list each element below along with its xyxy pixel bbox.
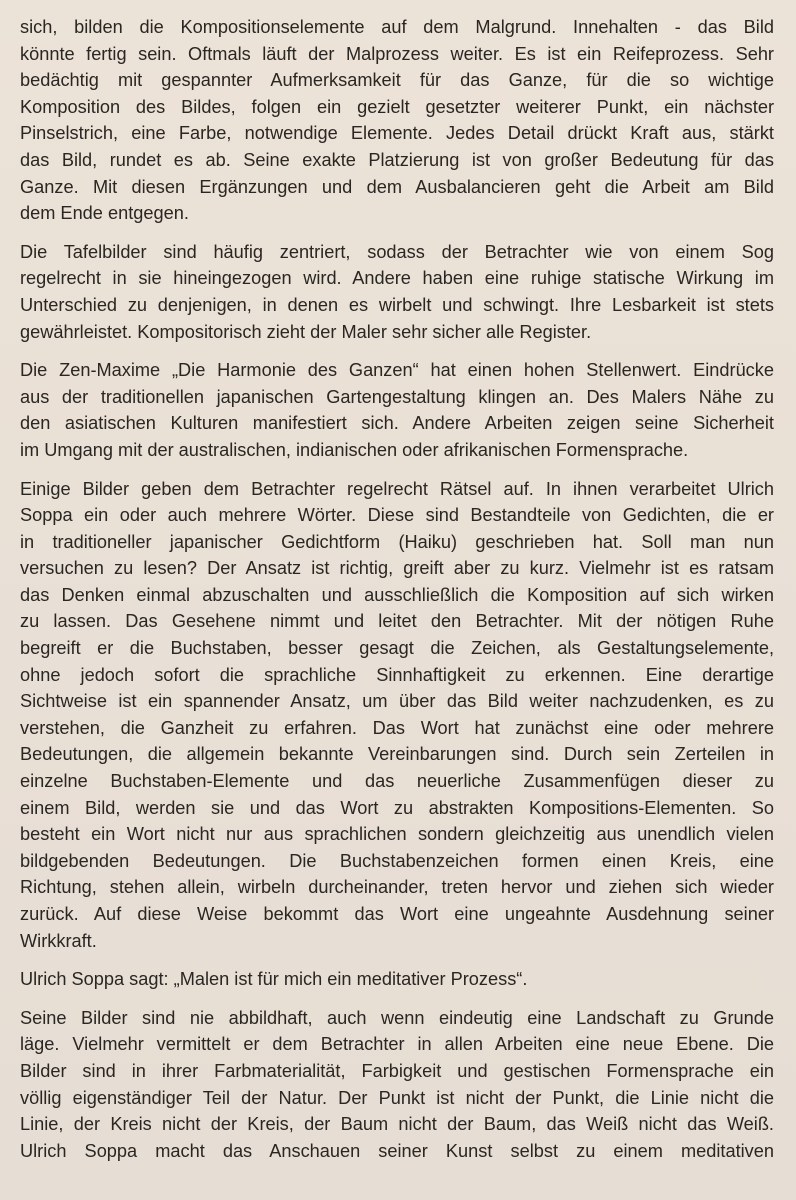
text-line: könnte fertig sein. Oftmals läuft der Malprozess weiter. Es ist ein Reifeprozess. Sehr: [20, 43, 774, 64]
text-line: Wirkkraft.: [20, 930, 97, 951]
text-line: verstehen, die Ganzheit zu erfahren. Das Wort hat zunächst eine oder mehrere: [20, 717, 774, 738]
text-line: Ulrich Soppa macht das Anschauen seiner Kunst selbst zu einem meditativen: [20, 1140, 774, 1161]
text-line: sich, bilden die Kompositionselemente auf dem Malgrund. Innehalten - das Bild: [20, 17, 774, 37]
text-line: den asiatischen Kulturen manifestiert sich. Andere Arbeiten zeigen seine Sicherheit: [20, 413, 774, 434]
text-line: Sichtweise ist ein spannender Ansatz, um über das Bild weiter nachzudenken, es zu: [20, 691, 774, 712]
text-line: aus der traditionellen japanischen Gartengestaltung klingen an. Des Malers Nähe zu: [20, 386, 774, 407]
text-line: Komposition des Bildes, folgen ein gezielt gesetzter weiterer Punkt, ein nächster: [20, 96, 774, 117]
paragraph-raetsel: [20, 476, 774, 955]
text-line: im Umgang mit der australischen, indianischen oder afrikanischen Formensprache.: [20, 439, 689, 460]
paragraph-tafelbilder: [20, 239, 774, 345]
text-line: das Bild, rundet es ab. Seine exakte Platzierung ist von großer Bedeutung für das: [20, 149, 774, 170]
text-line: Soppa ein oder auch mehrere Wörter. Diese sind Bestandteile von Gedichten, die er: [20, 505, 774, 526]
text-line: in traditioneller japanischer Gedichtform (Haiku) geschrieben hat. Soll man nun: [20, 531, 774, 552]
text-line: Unterschied zu denjenigen, in denen es wirbelt und schwingt. Ihre Lesbarkeit ist stets: [20, 294, 774, 315]
text-line: besteht ein Wort nicht nur aus sprachlichen sondern gleichzeitig aus unendlich vielen: [20, 824, 774, 845]
text-line: völlig eigenständiger Teil der Natur. Der Punkt ist nicht der Punkt, die Linie nicht die: [20, 1087, 774, 1108]
text-line: bildgebenden Bedeutungen. Die Buchstabenzeichen formen einen Kreis, eine: [20, 850, 774, 871]
text-line: Richtung, stehen allein, wirbeln durcheinander, treten hervor und ziehen sich wieder: [20, 877, 774, 898]
text-line: bedächtig mit gespannter Aufmerksamkeit für das Ganze, für die so wichtige: [20, 70, 774, 91]
text-line: begreift er die Buchstaben, besser gesagt die Zeichen, als Gestaltungselemente,: [20, 638, 774, 659]
text-line: zu lassen. Das Gesehene nimmt und leitet den Betrachter. Mit der nötigen Ruhe: [20, 611, 774, 632]
text-line: dem Ende entgegen.: [20, 203, 189, 224]
paragraph-composition-process: [20, 14, 774, 227]
text-line: Linie, der Kreis nicht der Kreis, der Baum nicht der Baum, das Weiß nicht das Weiß.: [20, 1114, 774, 1135]
text-line: zurück. Auf diese Weise bekommt das Wort eine ungeahnte Ausdehnung seiner: [20, 904, 774, 924]
text-line: Pinselstrich, eine Farbe, notwendige Elemente. Jedes Detail drückt Kraft aus, stärkt: [20, 123, 774, 144]
text-line: einem Bild, werden sie und das Wort zu abstrakten Kompositions-Elementen. So: [20, 797, 774, 818]
text-line: versuchen zu lesen? Der Ansatz ist richtig, greift aber zu kurz. Vielmehr ist es ratsam: [20, 558, 774, 579]
text-line: Die Zen-Maxime „Die Harmonie des Ganzen“ hat einen hohen Stellenwert. Eindrücke: [20, 360, 774, 381]
text-line: läge. Vielmehr vermittelt er dem Betrachter in allen Arbeiten eine neue Ebene. Die: [20, 1034, 774, 1055]
text-line: das Denken einmal abzuschalten und ausschließlich die Komposition auf sich wirken: [20, 584, 774, 605]
paragraph-bilder-natur: [20, 1005, 774, 1165]
text-line: Die Tafelbilder sind häufig zentriert, sodass der Betrachter wie von einem Sog: [20, 241, 774, 262]
text-line: Bilder sind in ihrer Farbmaterialität, Farbigkeit und gestischen Formensprache ein: [20, 1060, 774, 1081]
paragraph-zen-maxime: [20, 357, 774, 463]
text-line: Ganze. Mit diesen Ergänzungen und dem Ausbalancieren geht die Arbeit am Bild: [20, 176, 774, 197]
text-line: regelrecht in sie hineingezogen wird. Andere haben eine ruhige statische Wirkung im: [20, 268, 774, 289]
text-line: Einige Bilder geben dem Betrachter regelrecht Rätsel auf. In ihnen verarbeitet Ulrich: [20, 478, 774, 499]
text-line: Seine Bilder sind nie abbildhaft, auch wenn eindeutig eine Landschaft zu Grunde: [20, 1007, 774, 1028]
text-line: einzelne Buchstaben-Elemente und das neuerliche Zusammenfügen dieser zu: [20, 771, 774, 792]
text-line: Ulrich Soppa sagt: „Malen ist für mich ein meditativer Prozess“.: [20, 969, 528, 990]
text-line: gewährleistet. Kompositorisch zieht der Maler sehr sicher alle Register.: [20, 321, 592, 342]
text-line: Bedeutungen, die allgemein bekannte Vereinbarungen sind. Durch sein Zerteilen in: [20, 744, 774, 765]
paragraph-quote: [20, 966, 774, 993]
text-line: ohne jedoch sofort die sprachliche Sinnhaftigkeit zu erkennen. Eine derartige: [20, 664, 774, 685]
